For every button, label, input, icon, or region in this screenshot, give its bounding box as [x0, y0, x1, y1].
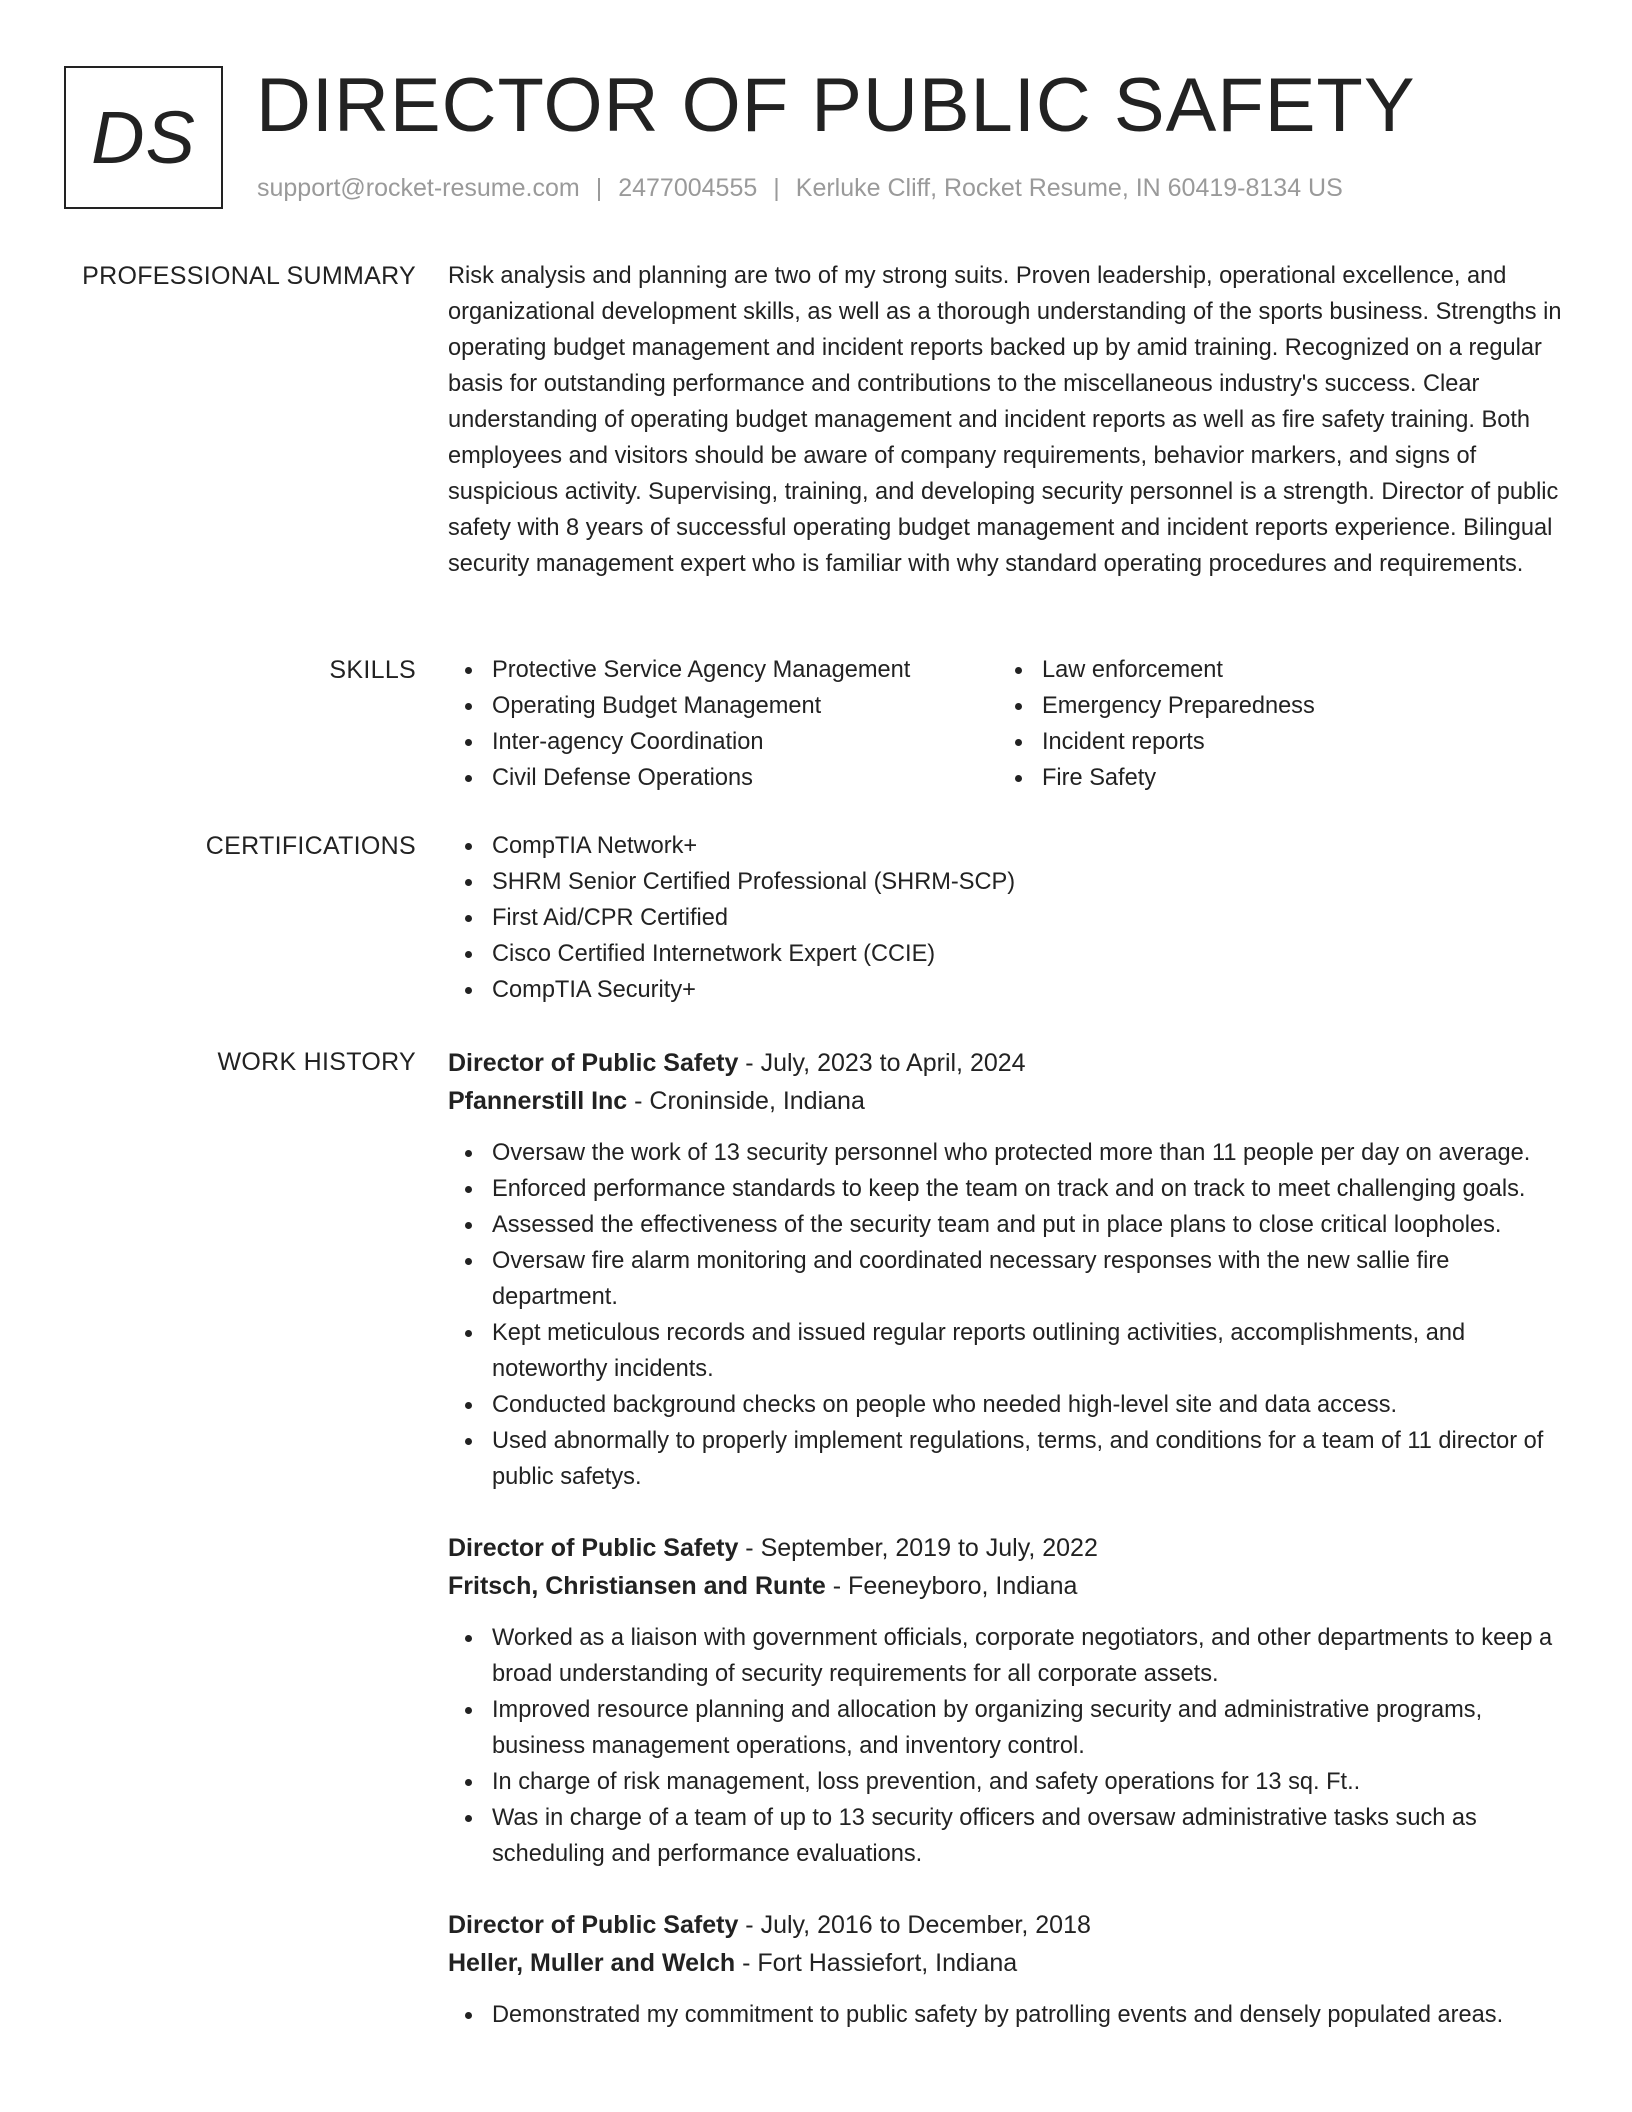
job-role: Director of Public Safety [448, 1049, 739, 1077]
job-entry [448, 1529, 1568, 1872]
job-bullets [448, 1135, 1568, 1495]
job-bullet: Was in charge of a team of up to 13 security officers and oversaw administrative tasks such as scheduling and performance evaluations. [448, 1800, 1568, 1872]
job-bullet: Assessed the effectiveness of the security team and put in place plans to close critical loopholes. [448, 1207, 1568, 1243]
work-history-body [448, 1044, 1568, 2067]
job-dates: - July, 2023 to April, 2024 [738, 1049, 1026, 1077]
job-company: Heller, Muller and Welch [448, 1949, 736, 1977]
job-location: - Feeneyboro, Indiana [825, 1572, 1078, 1600]
certification-item: First Aid/CPR Certified [448, 900, 1568, 936]
work-history-label: WORK HISTORY [217, 1048, 416, 1076]
skills-list-left [448, 652, 998, 796]
job-bullet: Demonstrated my commitment to public safety by patrolling events and densely populated areas. [448, 1997, 1568, 2033]
job-bullet: Enforced performance standards to keep the team on track and on track to meet challenging goals. [448, 1171, 1568, 1207]
job-bullet: Conducted background checks on people who needed high-level site and data access. [448, 1387, 1568, 1423]
certification-item: CompTIA Network+ [448, 828, 1568, 864]
job-bullet: Used abnormally to properly implement regulations, terms, and conditions for a team of 11 director of public safetys. [448, 1423, 1568, 1495]
contact-email: support@rocket-resume.com [257, 174, 580, 202]
skill-item: Fire Safety [998, 760, 1548, 796]
job-bullets [448, 1620, 1568, 1872]
job-bullets [448, 1997, 1568, 2033]
skill-item: Civil Defense Operations [448, 760, 998, 796]
skills-list-right [998, 652, 1548, 796]
job-role: Director of Public Safety [448, 1534, 739, 1562]
contact-separator: | [595, 174, 603, 202]
skills-body [448, 652, 1568, 796]
job-bullet: Improved resource planning and allocation by organizing security and administrative programs, business management operations, and inventory control. [448, 1692, 1568, 1764]
job-role-line [448, 1529, 1568, 1567]
certification-item: SHRM Senior Certified Professional (SHRM-SCP) [448, 864, 1568, 900]
skill-item: Inter-agency Coordination [448, 724, 998, 760]
skill-item: Protective Service Agency Management [448, 652, 998, 688]
job-entry [448, 1906, 1568, 2033]
certifications-label: CERTIFICATIONS [205, 832, 416, 860]
skill-item: Incident reports [998, 724, 1548, 760]
skill-item: Operating Budget Management [448, 688, 998, 724]
job-dates: - July, 2016 to December, 2018 [738, 1911, 1091, 1939]
summary-text: Risk analysis and planning are two of my strong suits. Proven leadership, operational excellence, and organizational development skills, as well as a thorough understanding of the sports business. Strengths in operating budget management and incident reports backed up by amid training. Recognized on a regular basis for outstanding performance and contributions to the miscellaneous industry's success. Clear understanding of operating budget management and incident reports as well as fire safety training. Both employees and visitors should be aware of company requirements, behavior markers, and signs of suspicious activity. Supervising, training, and developing security personnel is a strength. Director of public safety with 8 years of successful operating budget management and incident reports experience. Bilingual security management expert who is familiar with why standard operating procedures and requirements. [448, 263, 1562, 577]
resume-title: DIRECTOR OF PUBLIC SAFETY [256, 63, 1416, 148]
job-company-line [448, 1944, 1568, 1982]
skill-item: Emergency Preparedness [998, 688, 1548, 724]
job-entry [448, 1044, 1568, 1495]
initials-monogram [64, 66, 223, 209]
job-company-line [448, 1082, 1568, 1120]
contact-separator: | [773, 174, 780, 202]
contact-line [257, 174, 1343, 203]
initials-text: DS [91, 96, 196, 179]
job-bullet: Oversaw the work of 13 security personnel who protected more than 11 people per day on average. [448, 1135, 1568, 1171]
certification-item: CompTIA Security+ [448, 972, 1568, 1008]
contact-address: Kerluke Cliff, Rocket Resume, IN 60419-8134 US [795, 174, 1343, 202]
certifications-list [448, 828, 1568, 1008]
job-location: - Croninside, Indiana [627, 1087, 865, 1115]
certification-item: Cisco Certified Internetwork Expert (CCIE) [448, 936, 1568, 972]
job-role-line [448, 1906, 1568, 1944]
summary-label: PROFESSIONAL SUMMARY [82, 262, 416, 290]
skills-label: SKILLS [329, 656, 416, 684]
job-bullet: Kept meticulous records and issued regular reports outlining activities, accomplishments, and noteworthy incidents. [448, 1315, 1568, 1387]
job-company: Pfannerstill Inc [448, 1087, 628, 1115]
job-company-line [448, 1567, 1568, 1605]
job-dates: - September, 2019 to July, 2022 [738, 1534, 1098, 1562]
job-role-line [448, 1044, 1568, 1082]
job-role: Director of Public Safety [448, 1911, 739, 1939]
job-bullet: In charge of risk management, loss prevention, and safety operations for 13 sq. Ft.. [448, 1764, 1568, 1800]
certifications-body [448, 828, 1568, 1008]
contact-phone: 2477004555 [618, 174, 758, 202]
skill-item: Law enforcement [998, 652, 1548, 688]
job-company: Fritsch, Christiansen and Runte [448, 1572, 826, 1600]
job-bullet: Oversaw fire alarm monitoring and coordinated necessary responses with the new sallie fire department. [448, 1243, 1568, 1315]
resume-header [64, 63, 1564, 210]
job-location: - Fort Hassiefort, Indiana [735, 1949, 1018, 1977]
job-bullet: Worked as a liaison with government officials, corporate negotiators, and other departments to keep a broad understanding of security requirements for all corporate assets. [448, 1620, 1568, 1692]
